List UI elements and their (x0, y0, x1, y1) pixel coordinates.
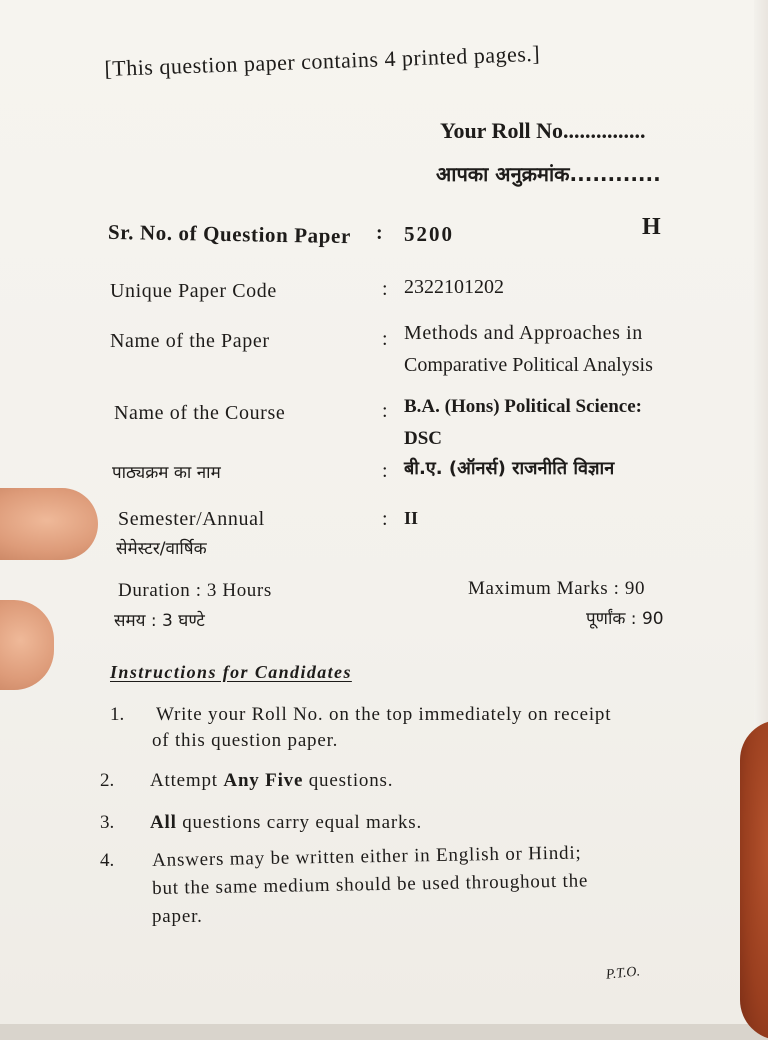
instruction-2-number: 2. (100, 770, 115, 791)
instruction-2-bold: Any Five (223, 770, 304, 791)
semester-colon: : (382, 508, 388, 530)
paper-code-label: Unique Paper Code (110, 280, 277, 302)
instruction-1-line1: Write your Roll No. on the top immediately on receipt (156, 704, 612, 725)
finger-holding-page (0, 488, 98, 560)
paper-name-label: Name of the Paper (110, 330, 270, 352)
instruction-3-post: questions carry equal marks. (176, 812, 423, 833)
course-name-label-hi: पाठ्यक्रम का नाम (112, 463, 221, 483)
course-name-value-hi: बी.ए. (ऑनर्स) राजनीति विज्ञान (404, 458, 615, 479)
course-name-hi-colon: : (382, 460, 388, 482)
paper-name-colon: : (382, 328, 388, 350)
semester-label: Semester/Annual (118, 508, 265, 530)
paper-code-colon: : (382, 278, 388, 300)
paper-name-value-line1: Methods and Approaches in (404, 322, 643, 344)
semester-value: II (404, 508, 419, 528)
instruction-2-post: questions. (303, 770, 394, 791)
sr-no-value: 5200 (404, 222, 454, 246)
semester-label-hi: सेमेस्टर/वार्षिक (116, 539, 207, 559)
max-marks-en: Maximum Marks : 90 (468, 578, 646, 599)
instruction-4-number: 4. (100, 850, 115, 871)
duration-hi: समय : 3 घण्टे (114, 611, 205, 631)
sr-no-colon: : (376, 222, 383, 244)
paper-code-value: 2322101202 (404, 276, 504, 298)
duration-en: Duration : 3 Hours (118, 580, 272, 601)
instructions-title: Instructions for Candidates (110, 662, 352, 682)
instruction-3-text (150, 812, 422, 834)
instruction-4-line1: Answers may be written either in English or Hindi; (152, 842, 582, 871)
roll-no-label-hi: आपका अनुक्रमांक............ (436, 162, 661, 186)
page-count-note: [This question paper contains 4 printed pages.] (104, 40, 541, 81)
course-name-value-line1: B.A. (Hons) Political Science: (404, 396, 642, 417)
course-name-value-line2: DSC (404, 428, 443, 449)
instruction-3-number: 3. (100, 812, 115, 833)
roll-no-label-en: Your Roll No............... (440, 118, 646, 143)
max-marks-hi: पूर्णांक : 90 (586, 609, 664, 629)
sr-no-label: Sr. No. of Question Paper (107, 219, 352, 249)
instruction-3-bold: All (150, 812, 177, 833)
set-letter: H (642, 214, 661, 240)
course-name-colon: : (382, 400, 388, 422)
paper-name-value-line2: Comparative Political Analysis (404, 354, 653, 376)
instruction-1-line2: of this question paper. (152, 730, 339, 751)
course-name-label: Name of the Course (114, 402, 286, 424)
instruction-2-text (150, 770, 393, 792)
instruction-4-line2: but the same medium should be used throughout the (152, 870, 589, 899)
pto-note: P.T.O. (605, 964, 641, 983)
instruction-4-line3: paper. (152, 906, 203, 927)
instruction-1-number: 1. (110, 704, 125, 725)
hand-right-edge (740, 720, 768, 1040)
instruction-2-pre: Attempt (150, 770, 224, 791)
